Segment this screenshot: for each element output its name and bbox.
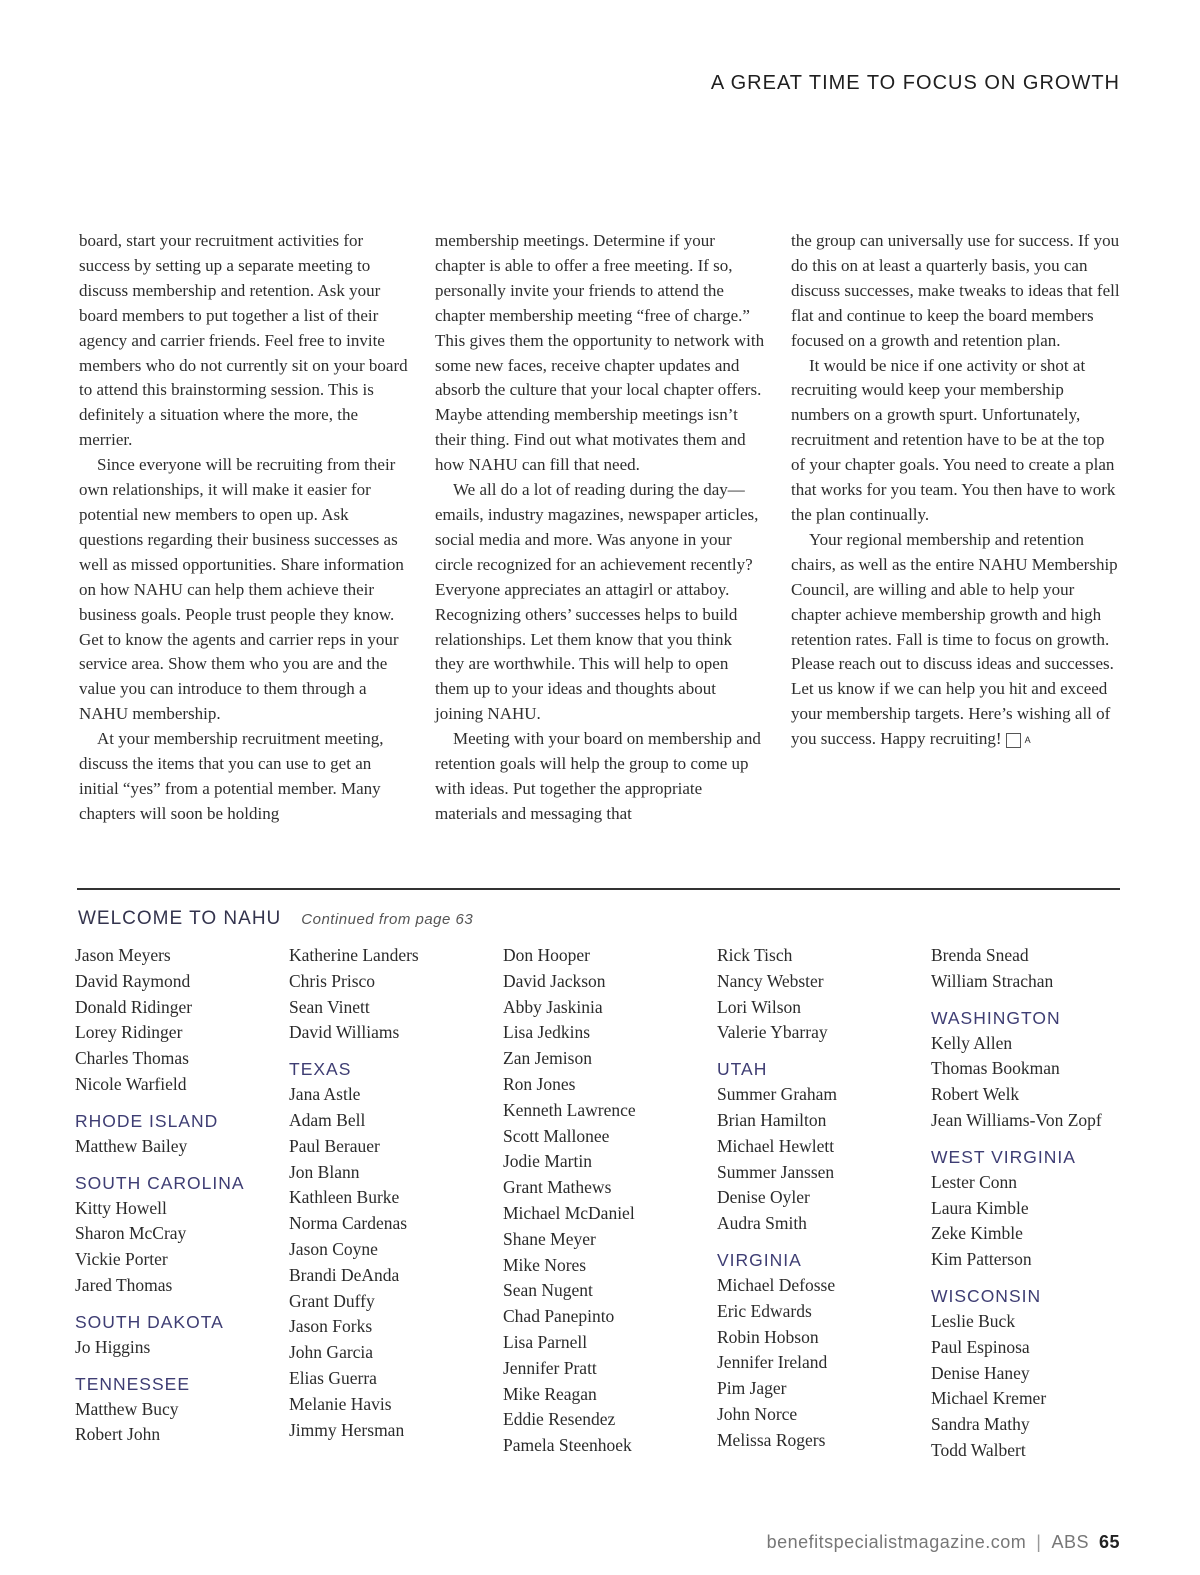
member-name: Valerie Ybarray: [717, 1022, 828, 1043]
member-name: Lisa Jedkins: [503, 1022, 591, 1043]
member-name: Zeke Kimble: [931, 1223, 1023, 1244]
member-name: Summer Graham: [717, 1084, 838, 1105]
member-name: Jennifer Pratt: [503, 1357, 597, 1378]
member-name: Sandra Mathy: [931, 1414, 1030, 1435]
article-column-3: [791, 229, 1121, 827]
member-name: Laura Kimble: [931, 1197, 1029, 1218]
member-name: Michael Hewlett: [717, 1135, 835, 1156]
member-name: Brian Hamilton: [717, 1109, 827, 1130]
page-number: 65: [1098, 1532, 1120, 1552]
article-paragraph: It would be nice if one activity or shot at recruiting would keep your membership numbers on a growth spurt. Unfortunately, recruitment and retention have to be at the top of your chapter goals. You need to create a plan that works for you team. You then have to work the plan continually.: [791, 355, 1116, 524]
member-name: Denise Oyler: [717, 1187, 810, 1208]
member-name: Jason Forks: [289, 1316, 373, 1337]
member-name: Jason Coyne: [289, 1238, 378, 1259]
member-name: Elias Guerra: [289, 1367, 377, 1388]
member-name: Jared Thomas: [75, 1274, 173, 1295]
section-divider: [77, 888, 1120, 890]
name-column-3: [503, 943, 717, 1464]
member-name: Ron Jones: [503, 1073, 576, 1094]
member-name: Jodie Martin: [503, 1151, 592, 1172]
state-heading: WISCONSIN: [931, 1285, 1042, 1306]
member-name: Michael McDaniel: [503, 1202, 635, 1223]
member-name: Leslie Buck: [931, 1310, 1016, 1331]
member-name: Denise Haney: [931, 1362, 1030, 1383]
article-paragraph: membership meetings. Determine if your chapter is able to offer a free meeting. If so, personally invite your friends to attend the chapter membership meeting “free of charge.” This gives them the opportunity to network with some new faces, receive chapter updates and absorb the culture that your local chapter offers. Maybe attending membership meetings isn’t their thing. Find out what motivates them and how NAHU can fill that need.: [435, 231, 765, 475]
article-paragraph-text: Your regional membership and retention chairs, as well as the entire NAHU Membership Council, are willing and able to help your chapter achieve membership growth and high retention rates. Fall is time to focus on growth. Please reach out to discuss ideas and successes. Let us know if we can help you hit and exceed your membership targets. Here’s wishing all of you success. Happy recruiting!: [791, 529, 1118, 749]
member-name: Donald Ridinger: [75, 996, 193, 1017]
article-paragraph: the group can universally use for success. If you do this on at least a quarterly basis, you can discuss successes, make tweaks to ideas that fell flat and continue to keep the board members focused on a growth and retention plan.: [791, 231, 1120, 350]
member-name: Kim Patterson: [931, 1249, 1032, 1270]
section-title: A GREAT TIME TO FOCUS ON GROWTH: [710, 72, 1120, 94]
member-name: Kelly Allen: [931, 1032, 1013, 1053]
member-name: Kitty Howell: [75, 1197, 167, 1218]
member-name: Scott Mallonee: [503, 1125, 610, 1146]
name-column-5: [931, 943, 1145, 1464]
member-name: Robert John: [75, 1424, 161, 1445]
name-column-1: [75, 943, 289, 1464]
state-heading: WASHINGTON: [931, 1007, 1061, 1028]
member-name: Chris Prisco: [289, 970, 376, 991]
member-name: Jon Blann: [289, 1161, 360, 1182]
member-name: Sean Vinett: [289, 996, 370, 1017]
member-name: Charles Thomas: [75, 1048, 189, 1069]
continued-note: Continued from page 63: [301, 911, 474, 928]
member-name: Grant Mathews: [503, 1177, 612, 1198]
page-footer: [767, 1532, 1120, 1553]
member-name: Sean Nugent: [503, 1280, 593, 1301]
member-name: Jo Higgins: [75, 1336, 151, 1357]
state-heading: TEXAS: [289, 1059, 352, 1080]
member-name: Brandi DeAnda: [289, 1264, 400, 1285]
member-name: Jennifer Ireland: [717, 1352, 828, 1373]
article-paragraph: Since everyone will be recruiting from their own relationships, it will make it easier for potential new members to open up. Ask questions regarding their business successes as well as missed opportunities. Share information on how NAHU can help them achieve their business goals. People trust people they know. Get to know the agents and carrier reps in your service area. Show them who you are and the value you can introduce to them through a NAHU membership.: [79, 455, 404, 724]
member-name: Melissa Rogers: [717, 1429, 826, 1450]
article-paragraph: [791, 528, 1121, 752]
member-name: John Garcia: [289, 1342, 374, 1363]
member-name: Robert Welk: [931, 1084, 1020, 1105]
member-name: Audra Smith: [717, 1213, 807, 1234]
member-name: Kenneth Lawrence: [503, 1099, 636, 1120]
member-name: Vickie Porter: [75, 1249, 168, 1270]
article-paragraph: At your membership recruitment meeting, discuss the items that you can use to get an initial “yes” from a potential member. Many chapters will soon be holding: [79, 729, 384, 823]
member-name: Paul Espinosa: [931, 1336, 1030, 1357]
member-name: Don Hooper: [503, 945, 590, 965]
member-name: David Jackson: [503, 970, 606, 991]
footer-site: benefitspecialistmagazine.com: [766, 1532, 1027, 1552]
member-name: Lorey Ridinger: [75, 1022, 183, 1043]
member-name: William Strachan: [931, 970, 1054, 991]
member-name: Kathleen Burke: [289, 1187, 400, 1208]
member-name: Jana Astle: [289, 1084, 361, 1105]
member-name: Lester Conn: [931, 1171, 1018, 1192]
member-name: Mike Nores: [503, 1254, 587, 1275]
member-name: Thomas Bookman: [931, 1058, 1060, 1079]
member-name: Shane Meyer: [503, 1228, 596, 1249]
member-name: Pamela Steenhoek: [503, 1435, 632, 1456]
member-name: Nicole Warfield: [75, 1073, 187, 1094]
member-name: Robin Hobson: [717, 1326, 819, 1347]
member-name: Paul Berauer: [289, 1135, 380, 1156]
member-name: Jimmy Hersman: [289, 1419, 405, 1440]
state-heading: SOUTH DAKOTA: [75, 1311, 224, 1332]
member-name: Mike Reagan: [503, 1383, 597, 1404]
member-name: Sharon McCray: [75, 1223, 187, 1244]
state-heading: RHODE ISLAND: [75, 1110, 219, 1131]
state-heading: UTAH: [717, 1059, 768, 1080]
member-name: Rick Tisch: [717, 945, 793, 965]
article-column-2: [435, 229, 765, 827]
end-mark-icon: A: [1006, 733, 1021, 748]
member-name: Jason Meyers: [75, 945, 171, 965]
member-name: Michael Defosse: [717, 1274, 836, 1295]
article-body: [79, 229, 1121, 827]
footer-publication: ABS: [1051, 1532, 1089, 1552]
member-name: Katherine Landers: [289, 945, 419, 965]
member-name: Pim Jager: [717, 1378, 787, 1399]
state-heading: TENNESSEE: [75, 1373, 190, 1394]
member-name: Abby Jaskinia: [503, 996, 603, 1017]
member-name: David Raymond: [75, 970, 191, 991]
member-name: John Norce: [717, 1403, 798, 1424]
article-column-1: [79, 229, 409, 827]
member-name: Eddie Resendez: [503, 1409, 616, 1430]
state-heading: WEST VIRGINIA: [931, 1146, 1076, 1167]
member-name: Matthew Bucy: [75, 1398, 179, 1419]
member-name: Summer Janssen: [717, 1161, 835, 1182]
footer-separator: |: [1036, 1532, 1042, 1552]
article-paragraph: We all do a lot of reading during the day—emails, industry magazines, newspaper articles, social media and more. Was anyone in your circle recognized for an achievement recently? Everyone appreciates an attagirl or attaboy. Recognizing others’ successes helps to build relationships. Let them know that you think they are worthwhile. This will help to open them up to your ideas and thoughts about joining NAHU.: [435, 480, 759, 724]
welcome-heading: [78, 908, 473, 930]
member-name: Lisa Parnell: [503, 1331, 588, 1352]
member-name: Zan Jemison: [503, 1048, 592, 1069]
member-name: Nancy Webster: [717, 970, 824, 991]
member-name: Norma Cardenas: [289, 1213, 408, 1234]
article-paragraph: Meeting with your board on membership and retention goals will help the group to come up with ideas. Put together the appropriate materials and messaging that: [435, 729, 761, 823]
name-column-4: [717, 943, 931, 1464]
name-column-2: [289, 943, 503, 1464]
member-name: Adam Bell: [289, 1109, 366, 1130]
member-name: Michael Kremer: [931, 1388, 1047, 1409]
article-paragraph: board, start your recruitment activities for success by setting up a separate meeting to discuss membership and retention. Ask your board members to put together a list of their agency and carrier friends. Feel free to invite members who do not currently sit on your board to attend this brainstorming session. This is definitely a situation where the more, the merrier.: [79, 231, 408, 450]
state-heading: SOUTH CAROLINA: [75, 1172, 245, 1193]
member-name: Brenda Snead: [931, 945, 1029, 965]
member-name: Lori Wilson: [717, 996, 802, 1017]
state-heading: VIRGINIA: [717, 1249, 802, 1270]
member-name: Eric Edwards: [717, 1300, 812, 1321]
welcome-title: WELCOME TO NAHU: [78, 908, 282, 929]
member-name: Todd Walbert: [931, 1439, 1026, 1460]
member-name-list: [75, 943, 1145, 1464]
member-name: Chad Panepinto: [503, 1306, 615, 1327]
member-name: Matthew Bailey: [75, 1135, 188, 1156]
member-name: Melanie Havis: [289, 1393, 392, 1414]
member-name: Grant Duffy: [289, 1290, 375, 1311]
member-name: David Williams: [289, 1022, 400, 1043]
member-name: Jean Williams-Von Zopf: [931, 1109, 1102, 1130]
